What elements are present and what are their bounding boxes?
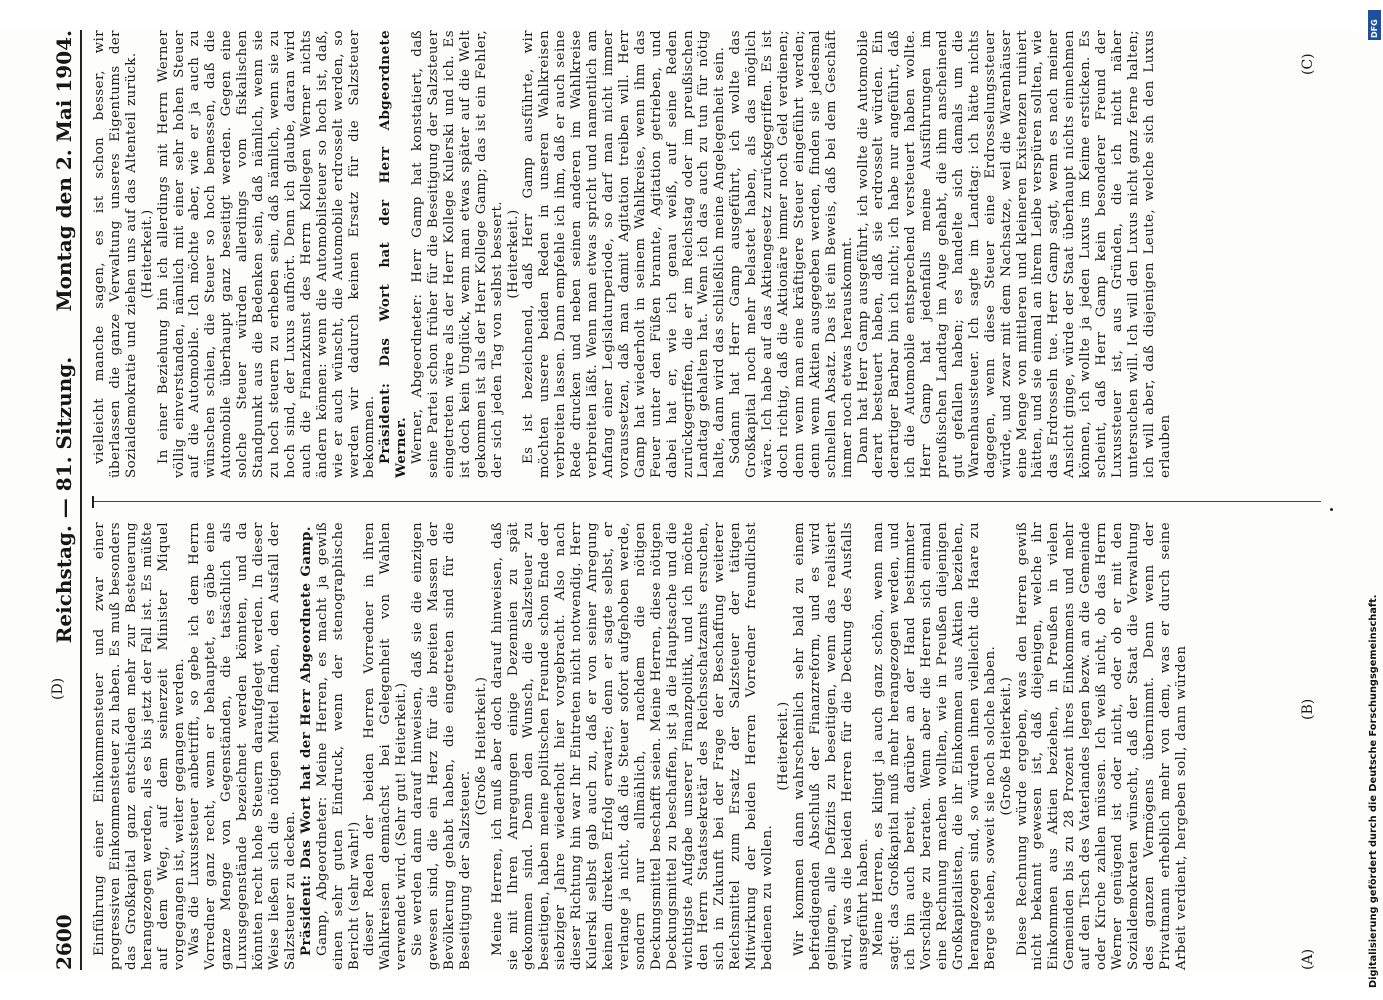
margin-marker-a: (A) xyxy=(1300,948,1316,970)
paragraph: Werner, Abgeordneter: Herr Gamp hat konstatiert, daß seine Partei schon früher für die Beseitigung der Salzsteuer eingetreten wäre als der Herr Kollege Kulerski und ich. Es ist doch kein Unglück, wenn man etwas später auf die Welt gekommen ist als der Herr Kollege Gamp; das ist ein Fehler, der sich jeden Tag von selbst bessert. xyxy=(410,30,505,478)
session-date: Montag den 2. Mai 1904. xyxy=(52,30,76,312)
interjection: (Heiterkeit.) xyxy=(139,209,155,299)
right-column xyxy=(92,30,1321,478)
paragraph: Wir kommen dann wahrscheinlich sehr bald zu einem befriedigenden Abschluß der Finanzreform, und es wird gelingen, alle Defizits zu beseitigen, wenn das realisiert wird, was die beiden Herren für die Deckung des Ausfalls ausgeführt haben. xyxy=(791,522,871,970)
paragraph: Diese Rechnung würde ergeben, was den Herren gewiß nicht bekannt gewesen ist, daß diejenigen, welche ihr Einkommen aus Aktien beziehen, in Preußen in vielen Gemeinden bis zu 28 Prozent ihres Einkommens und mehr auf den Tisch des Vaterlandes legen bezw. an die Gemeinde oder Kirche zahlen müssen. Ich weiß nicht, ob das Herrn Werner genügend ist oder nicht, oder ob er mit den Sozialdemokraten wünscht, daß der Staat die Verwaltung des ganzen Vermögens übernimmt. Denn wenn der Privatmann erheblich mehr von dem, was er durch seine Arbeit verdient, hergeben soll, dann würden xyxy=(1014,522,1189,970)
digitization-credit xyxy=(1356,8,1380,992)
margin-marker-c: (C) xyxy=(1300,53,1316,75)
paragraph: Gamp, Abgeordneter: Meine Herren, es macht ja gewiß einen sehr guten Eindruck, wenn der stenographische Bericht (sehr wahr!) xyxy=(314,522,362,970)
interjection: (Heiterkeit.) xyxy=(505,209,521,299)
left-column xyxy=(92,522,1321,970)
margin-marker-d: (D) xyxy=(50,677,66,700)
paragraph: Dann hat Herr Gamp ausgeführt, ich wollte die Automobile derart besteuert haben, daß sie erdrosselt würden. Ein derartiger Barbar bin ich nicht; ich habe nur angeführt, daß ich die Automobile entsprechend versteuert haben wollte. Herr Gamp hat jedenfalls meine Ausführungen im preußischen Landtag im Auge gehabt, die ihm anscheinend gut gefallen haben; es handelte sich damals um die Warenhaussteuer. Ich sagte im Landtag: ich hätte nichts dagegen, wenn diese Steuer eine Erdrosselungssteuer würde, und zwar mit dem Nachsatze, weil die Warenhäuser eine Menge von mittleren und kleineren Existenzen ruiniert hätten, und sie einmal an ihrem Leibe verspüren sollten, wie das Erdrosseln tue. Herr Gamp sagt, wenn es nach meiner Ansicht ginge, würde der Staat überhaupt nichts einnehmen können, ich wollte ja jeden Luxus im Keime ersticken. Es scheint, daß Herr Gamp kein besonderer Freund der Luxussteuer ist, aus Gründen, die ich nicht näher untersuchen will. Ich will den Luxus nicht ganz ferne halten; ich will aber, daß diejenigen Leute, welche sich den Luxus erlauben xyxy=(855,30,1173,478)
session-title: Reichstag. — 81. Sitzung. xyxy=(52,356,76,644)
paragraph: Meine Herren, ich muß aber doch darauf hinweisen, daß sie mit Ihren Anregungen einige Dezennien zu spät gekommen sind. Denn den Wunsch, die Salzsteuer zu beseitigen, haben meine politischen Freunde schon Ende der siebziger Jahre wiederholt hier vorgebracht. Also nach dieser Richtung hin war Ihr Eintreten nicht notwendig. Herr Kulerski selbst gab auch zu, daß er von seiner Anregung keinen direkten Erfolg erwarte; denn er sagte selbst, er verlange ja nicht, daß die Steuer sofort aufgehoben werde, sondern nur allmählich, nachdem die nötigen Deckungsmittel beschafft seien. Meine Herren, diese nötigen Deckungsmittel zu beschaffen, ist ja die Hauptsache und die wichtigste Aufgabe unserer Finanzpolitik, und ich möchte den Herrn Staatssekretär des Reichsschatzamts ersuchen, sich in Zukunft bei der Frage der Beschaffung weiterer Reichsmittel zum Ersatz der Salzsteuer der tätigen Mitwirkung der beiden Herren Vorredner freundlichst bedienen zu wollen. xyxy=(489,522,776,970)
credit-text: Digitalisierung gefördert durch die Deutsche Forschungsgemeinschaft. xyxy=(1368,594,1379,988)
rotated-page xyxy=(0,30,1383,970)
interjection: (Heiterkeit.) xyxy=(775,701,791,791)
paragraph: Meine Herren, es klingt ja auch ganz schön, wenn man sagt: das Großkapital muß mehr herangezogen werden, und ich bin auch bereit, darüber an der Hand bestimmter Vorschläge zu beraten. Wenn aber die Herren sich einmal eine Rechnung machen wollten, wie in Preußen diejenigen Großkapitalisten, die ihr Einkommen aus Aktien beziehen, herangezogen sind, so würden ihnen vielleicht die Haare zu Berge stehen, soweit sie noch solche haben. xyxy=(871,522,998,970)
paragraph: Sie werden dann darauf hinweisen, daß sie die einzigen gewesen sind, die ein Herz für die breiten Massen der Bevölkerung gehabt haben, die eingetreten sind für die Beseitigung der Salzsteuer. xyxy=(410,522,473,970)
running-head xyxy=(40,30,82,970)
paragraph: Was die Luxussteuer anbetrifft, so gebe ich dem Herrn Vorredner ganz recht, wenn er behauptet, es gäbe eine ganze Menge von Gegenständen, die tatsächlich als Luxusgegenstände bezeichnet werden könnten, und da könnten recht hohe Steuern daraufgelegt werden. In dieser Weise ließen sich die nötigen Mittel finden, den Ausfall der Salzsteuer zu decken. xyxy=(187,522,298,970)
paragraph: Sodann hat Herr Gamp ausgeführt, ich wollte das Großkapital noch mehr belastet haben, als das möglich wäre. Ich habe auf das Aktiengesetz zurückgegriffen. Es ist doch richtig, daß die Aktionäre immer noch Geld verdienen; denn wenn man eine kräftigere Steuer eingeführt werden; denn wenn Aktien ausgegeben werden, finden sie jedesmal schnellen Absatz. Das ist ein Beweis, daß bei dem Geschäft immer noch etwas herauskommt. xyxy=(728,30,855,478)
paragraph: In einer Beziehung bin ich allerdings mit Herrn Werner völlig einverstanden, nämlich mit einer sehr hohen Steuer auf die Automobile. Ich möchte aber, wie er ja auch zu wünschen schien, die Steuer so hoch bemessen, daß die Automobile überhaupt ganz beseitigt werden. Gegen eine solche Steuer würden allerdings vom fiskalischen Standpunkt aus die Bedenken sein, daß nämlich, wenn sie zu hoch steuern zu erheben sein, daß nämlich, wenn sie zu hoch sind, der Luxus aufhört. Denn ich glaube, daran wird auch die Finanzkunst des Herrn Kollegen Werner nichts ändern können: wenn die Automobilsteuer so hoch ist, daß, wie er auch wünscht, die Automobile erdrosselt werden, so werden wir dadurch keinen Ersatz für die Salzsteuer bekommen. xyxy=(155,30,378,478)
page-number: 2600 xyxy=(52,914,76,970)
interjection: (Große Heiterkeit.) xyxy=(998,676,1014,816)
column-divider xyxy=(92,501,1321,502)
divider-tick xyxy=(92,496,94,508)
paragraph: Es ist bezeichnend, daß Herr Gamp ausführte, wir möchten unsere beiden Reden in unseren Wahlkreisen verbreiten lassen. Dann empfehle ich ihm, daß er auch seine Rede drucken und neben seinen anderen im Wahlkreise verbreiten läßt. Wenn man etwas spricht und namentlich am Anfang einer Legislaturperiode, so darf man nicht immer voraussetzen, daß man damit Agitation treiben will. Herr Gamp hat wiederholt in seinem Wahlkreise, wenn ihm das Feuer unter den Füßen brannte, Agitation getrieben, und dabei hat er, wie ich genau weiß, auf seine Reden zurückgegriffen, die er im Reichstag oder im preußischen Landtag gehalten hat. Wenn ich das auch zu tun für nötig halte, dann wird das schließlich meine Angelegenheit sein. xyxy=(521,30,728,478)
speaker-line: Präsident: Das Wort hat der Herr Abgeordnete Gamp. xyxy=(297,526,314,956)
ink-dot xyxy=(1330,508,1333,511)
paragraph: Einführung einer Einkommensteuer und zwar einer progressiven Einkommensteuer zu haben. Es muß besonders das Großkapital ganz entschieden mehr zur Besteuerung herangezogen werden, als es bis jetzt der Fall ist. Es müßte auf dem Weg, auf dem seinerzeit Minister Miquel vorgegangen ist, weiter gegangen werden. xyxy=(92,522,187,970)
paragraph: dieser Reden der beiden Herren Vorredner in ihren Wahlkreisen demnächst bei Gelegenheit von Wahlen verwendet wird. (Sehr gut! Heiterkeit.) xyxy=(362,522,410,970)
speaker-line: Präsident: Das Wort hat der Herr Abgeordnete Werner. xyxy=(377,30,410,478)
interjection: (Große Heiterkeit.) xyxy=(473,676,489,816)
dfg-logo: DFG xyxy=(1368,10,1381,40)
paragraph: vielleicht manche sagen, es ist schon besser, wir überlassen die ganze Verwaltung unseres Eigentums der Sozialdemokratie und ziehen uns auf das Altenteil zurück. xyxy=(92,30,139,478)
margin-marker-b: (B) xyxy=(1300,698,1316,720)
